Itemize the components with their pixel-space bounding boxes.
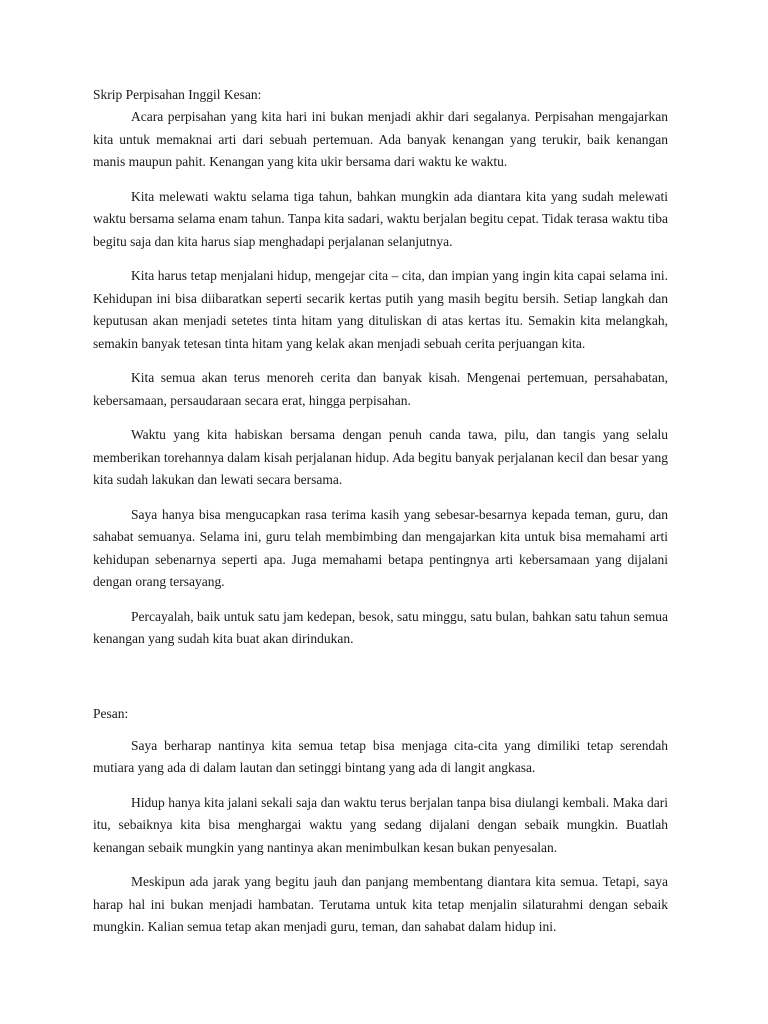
pesan-paragraph: Saya berharap nantinya kita semua tetap bisa menjaga cita-cita yang dimiliki tetap serendah mutiara yang ada di dalam lautan dan setinggi bintang yang ada di langit angkasa. — [93, 737, 668, 775]
pesan-heading: Pesan: — [93, 705, 129, 721]
kesan-paragraph: Kita melewati waktu selama tiga tahun, bahkan mungkin ada diantara kita yang sudah melewati waktu bersama selama enam tahun. Tanpa kita sadari, waktu berjalan begitu cepat. Tidak terasa waktu tiba begitu saja dan kita harus siap menghadapi perjalanan selanjutnya. — [93, 188, 668, 249]
kesan-paragraph: Saya hanya bisa mengucapkan rasa terima kasih yang sebesar-besarnya kepada teman, guru, dan sahabat semuanya. Selama ini, guru telah membimbing dan mengajarkan kita untuk bisa memahami arti kehidupan sebenarnya seperti apa. Juga memahami betapa pentingnya arti kebersamaan yang dijalani dengan orang tersayang. — [93, 506, 668, 589]
kesan-paragraph: Kita semua akan terus menoreh cerita dan banyak kisah. Mengenai pertemuan, persahabatan, kebersamaan, persaudaraan secara erat, hingga perpisahan. — [93, 370, 668, 408]
pesan-paragraph: Meskipun ada jarak yang begitu jauh dan panjang membentang diantara kita semua. Tetapi, saya harap hal ini bukan menjadi hambatan. Terutama untuk kita tetap menjalin silaturahmi dengan sebaik mungkin. Kalian semua tetap akan menjadi guru, teman, dan sahabat dalam hidup ini. — [93, 874, 668, 934]
pesan-paragraph: Hidup hanya kita jalani sekali saja dan waktu terus berjalan tanpa bisa diulangi kembali. Maka dari itu, sebaiknya kita bisa menghargai waktu yang sedang dijalani dengan sebaik mungkin. Buatlah kenangan sebaik mungkin yang nantinya akan menimbulkan kesan bukan penyesalan. — [93, 794, 668, 855]
kesan-paragraph: Acara perpisahan yang kita hari ini bukan menjadi akhir dari segalanya. Perpisahan mengajarkan kita untuk memaknai arti dari sebuah pertemuan. Ada banyak kenangan yang terukir, baik kenangan manis maupun pahit. Kenangan yang kita ukir bersama dari waktu ke waktu. — [93, 109, 668, 169]
kesan-heading: Skrip Perpisahan Inggil Kesan: — [93, 87, 262, 102]
kesan-paragraph: Percayalah, baik untuk satu jam kedepan, besok, satu minggu, satu bulan, bahkan satu tahun semua kenangan yang sudah kita buat akan dirindukan. — [93, 608, 668, 646]
section-gap — [93, 663, 668, 703]
kesan-paragraph: Waktu yang kita habiskan bersama dengan penuh canda tawa, pilu, dan tangis yang selalu memberikan torehannya dalam kisah perjalanan hidup. Ada begitu banyak perjalanan kecil dan besar yang kita sudah lakukan dan lewati secara bersama. — [93, 427, 668, 487]
kesan-paragraph: Kita harus tetap menjalani hidup, mengejar cita – cita, dan impian yang ingin kita capai selama ini. Kehidupan ini bisa diibaratkan seperti secarik kertas putih yang masih begitu bersih. Setiap langkah dan keputusan akan menjadi setetes tinta hitam yang dituliskan di atas kertas itu. Semakin kita melangkah, semakin banyak tetesan tinta hitam yang kelak akan menjadi sebuah cerita perjuangan kita. — [93, 268, 668, 351]
